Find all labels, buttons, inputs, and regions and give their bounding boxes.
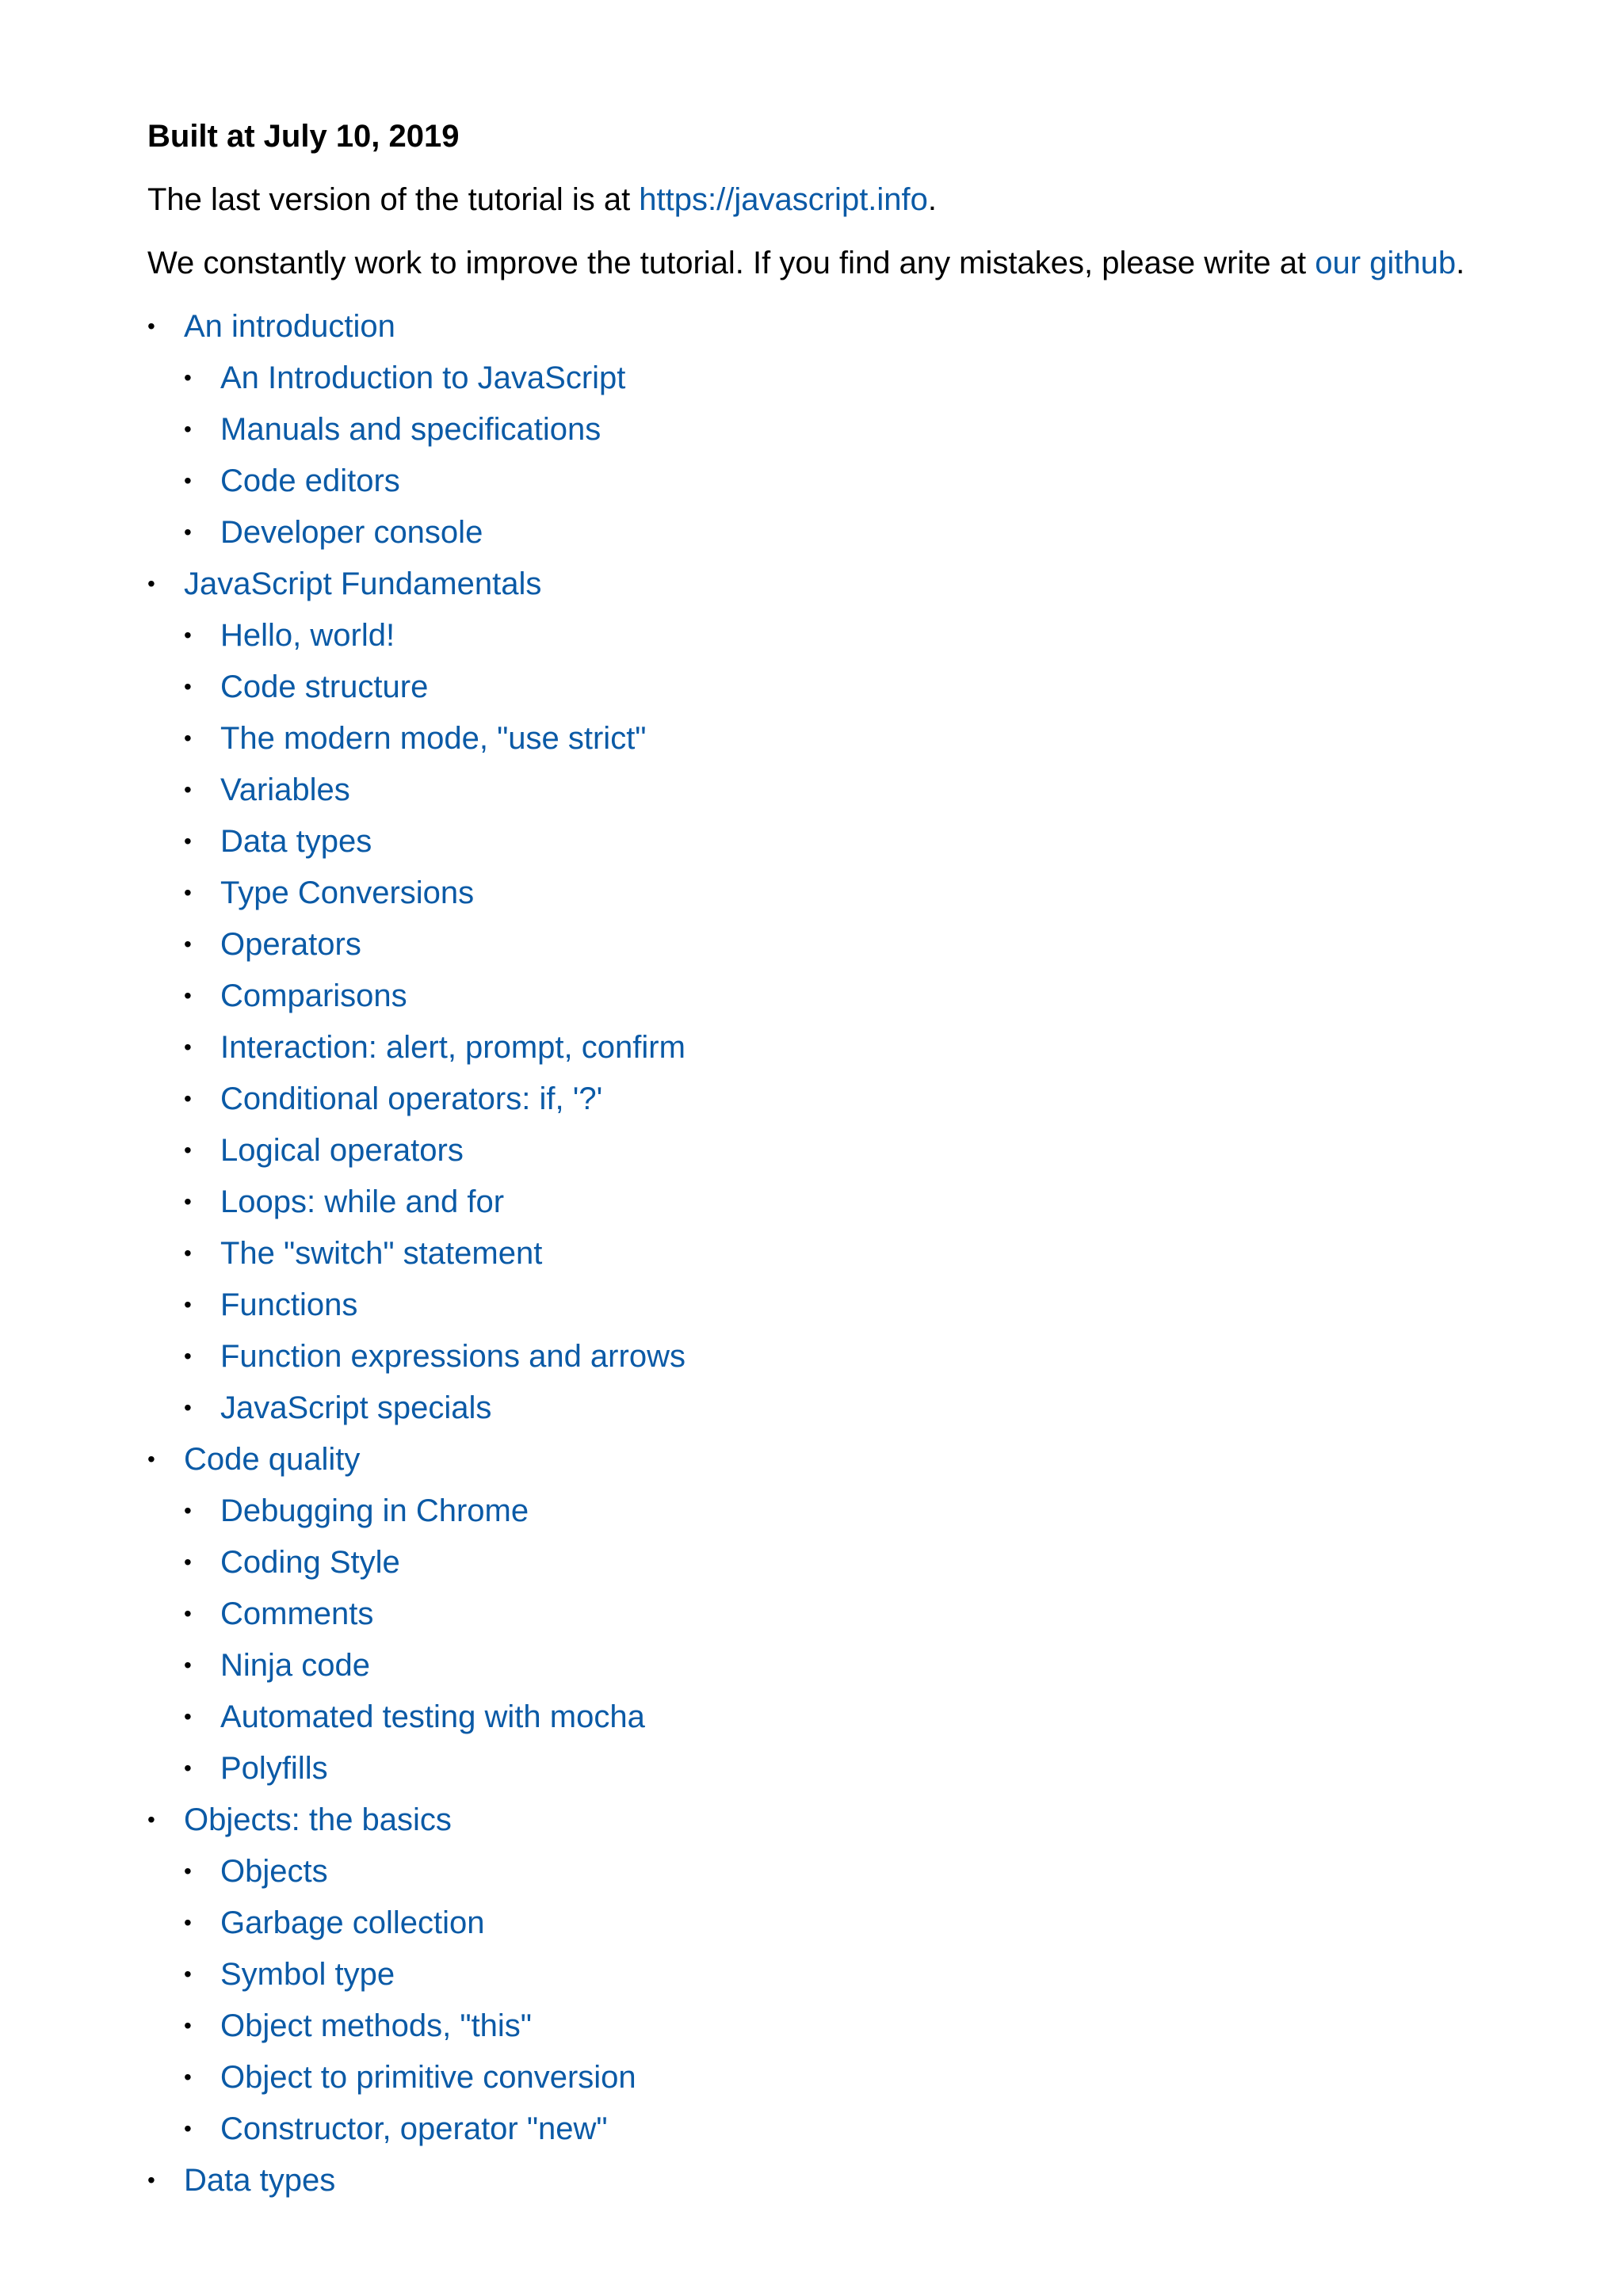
toc-subsection-link[interactable]: Loops: while and for	[220, 1184, 505, 1219]
bullet-icon: •	[184, 1962, 192, 1986]
bullet-icon: •	[184, 365, 192, 390]
improve-paragraph	[147, 244, 1476, 282]
toc-subsection-link[interactable]: Comparisons	[220, 978, 407, 1013]
toc-subsection	[184, 1492, 1476, 1530]
toc-section	[147, 2161, 1476, 2199]
bullet-icon: •	[184, 932, 192, 956]
toc-subsection	[184, 462, 1476, 500]
bullet-icon: •	[184, 1653, 192, 1677]
bullet-icon: •	[184, 2116, 192, 2141]
toc-subsection	[184, 1028, 1476, 1066]
toc-section	[147, 1801, 1476, 2148]
javascript-info-link[interactable]: https://javascript.info	[639, 182, 928, 217]
toc-subsection-link[interactable]: Code editors	[220, 463, 400, 498]
version-suffix-text: .	[927, 182, 938, 217]
bullet-icon: •	[184, 983, 192, 1008]
toc-subsection	[184, 822, 1476, 860]
toc-section	[147, 565, 1476, 1427]
bullet-icon: •	[184, 1086, 192, 1111]
toc-subsection	[184, 874, 1476, 912]
toc-subsection-link[interactable]: Symbol type	[220, 1957, 395, 1992]
toc-subsection	[184, 925, 1476, 963]
bullet-icon: •	[147, 1807, 155, 1832]
bullet-icon: •	[147, 2168, 155, 2192]
toc-subsection	[184, 513, 1476, 551]
toc-subsection-link[interactable]: Developer console	[220, 515, 483, 550]
toc-subsection	[184, 771, 1476, 809]
improve-prefix-text: We constantly work to improve the tutorial. If you find any mistakes, please write at	[147, 246, 1316, 280]
toc-subsection-link[interactable]: Function expressions and arrows	[220, 1339, 685, 1374]
toc-subsection	[184, 1183, 1476, 1221]
toc-subsection-link[interactable]: Constructor, operator "new"	[220, 2111, 608, 2146]
bullet-icon: •	[184, 777, 192, 802]
toc-subsection-link[interactable]: JavaScript specials	[220, 1390, 492, 1425]
bullet-icon: •	[184, 1035, 192, 1059]
bullet-icon: •	[184, 623, 192, 647]
toc-subsection	[184, 668, 1476, 706]
bullet-icon: •	[184, 1756, 192, 1780]
toc-subsection-link[interactable]: Debugging in Chrome	[220, 1493, 529, 1528]
toc-subsection	[184, 616, 1476, 654]
bullet-icon: •	[184, 1859, 192, 1883]
bullet-icon: •	[184, 1138, 192, 1162]
toc-subsection-link[interactable]: Comments	[220, 1596, 374, 1631]
toc-subsection	[184, 977, 1476, 1015]
toc-subsection-link[interactable]: Object methods, "this"	[220, 2008, 533, 2043]
toc-subsection-list	[184, 359, 1476, 551]
toc-subsection-link[interactable]: Functions	[220, 1287, 358, 1322]
bullet-icon: •	[184, 1910, 192, 1935]
toc-section	[147, 1440, 1476, 1787]
bullet-icon: •	[184, 1395, 192, 1420]
github-link[interactable]: our github	[1315, 246, 1457, 280]
toc-subsection	[184, 359, 1476, 397]
build-date-heading: Built at July 10, 2019	[147, 119, 460, 154]
toc-section-link[interactable]: Data types	[184, 2163, 336, 2198]
version-prefix-text: The last version of the tutorial is at	[147, 182, 640, 217]
bullet-icon: •	[184, 1189, 192, 1214]
bullet-icon: •	[147, 314, 155, 338]
toc-subsection-link[interactable]: Code structure	[220, 669, 429, 704]
toc-section-link[interactable]: Code quality	[184, 1442, 361, 1477]
toc-subsection	[184, 1852, 1476, 1890]
toc-subsection	[184, 2007, 1476, 2045]
toc-subsection-list	[184, 1492, 1476, 1787]
bullet-icon: •	[184, 417, 192, 441]
toc-subsection-link[interactable]: Objects	[220, 1854, 328, 1889]
toc-subsection-link[interactable]: Manuals and specifications	[220, 412, 601, 447]
bullet-icon: •	[184, 1601, 192, 1626]
toc-subsection	[184, 1131, 1476, 1169]
bullet-icon: •	[184, 726, 192, 750]
toc-subsection	[184, 1234, 1476, 1272]
toc-subsection-link[interactable]: The modern mode, "use strict"	[220, 721, 647, 756]
toc-subsection-link[interactable]: Polyfills	[220, 1751, 328, 1786]
toc-subsection	[184, 1080, 1476, 1118]
bullet-icon: •	[184, 1498, 192, 1523]
toc-subsection	[184, 410, 1476, 448]
bullet-icon: •	[184, 1704, 192, 1729]
bullet-icon: •	[184, 1292, 192, 1317]
bullet-icon: •	[147, 571, 155, 596]
toc-subsection	[184, 1337, 1476, 1375]
toc-subsection	[184, 1286, 1476, 1324]
toc-subsection-link[interactable]: Ninja code	[220, 1648, 371, 1683]
toc-subsection	[184, 1955, 1476, 1993]
bullet-icon: •	[184, 2065, 192, 2089]
improve-suffix-text: .	[1456, 246, 1465, 280]
toc-subsection-link[interactable]: Type Conversions	[220, 875, 475, 910]
toc-subsection-list	[184, 1852, 1476, 2148]
toc-subsection	[184, 1389, 1476, 1427]
bullet-icon: •	[147, 1447, 155, 1471]
toc-subsection-link[interactable]: Logical operators	[220, 1133, 464, 1168]
bullet-icon: •	[184, 520, 192, 544]
toc-subsection-link[interactable]: Coding Style	[220, 1545, 400, 1580]
table-of-contents	[147, 307, 1476, 2199]
toc-subsection-link[interactable]: Garbage collection	[220, 1905, 485, 1940]
toc-subsection	[184, 1595, 1476, 1633]
toc-subsection-link[interactable]: Data types	[220, 824, 372, 859]
bullet-icon: •	[184, 2013, 192, 2038]
toc-subsection-link[interactable]: Hello, world!	[220, 618, 395, 653]
toc-subsection	[184, 1646, 1476, 1684]
bullet-icon: •	[184, 1344, 192, 1368]
toc-subsection-link[interactable]: Object to primitive conversion	[220, 2060, 636, 2095]
bullet-icon: •	[184, 1550, 192, 1574]
toc-subsection	[184, 1904, 1476, 1942]
toc-subsection-link[interactable]: Interaction: alert, prompt, confirm	[220, 1030, 685, 1065]
toc-subsection-link[interactable]: Operators	[220, 927, 361, 962]
bullet-icon: •	[184, 829, 192, 853]
toc-subsection-link[interactable]: Automated testing with mocha	[220, 1699, 645, 1734]
bullet-icon: •	[184, 674, 192, 699]
toc-section-link[interactable]: An introduction	[184, 309, 395, 344]
bullet-icon: •	[184, 880, 192, 905]
toc-subsection-link[interactable]: Variables	[220, 772, 350, 807]
toc-subsection-link[interactable]: The "switch" statement	[220, 1236, 543, 1271]
toc-subsection	[184, 2058, 1476, 2096]
toc-subsection-list	[184, 616, 1476, 1427]
toc-subsection	[184, 1543, 1476, 1581]
toc-subsection	[184, 2110, 1476, 2148]
toc-subsection	[184, 1698, 1476, 1736]
bullet-icon: •	[184, 1241, 192, 1265]
toc-subsection-link[interactable]: Conditional operators: if, '?'	[220, 1081, 603, 1116]
toc-subsection	[184, 719, 1476, 757]
toc-section-link[interactable]: Objects: the basics	[184, 1802, 452, 1837]
toc-subsection	[184, 1749, 1476, 1787]
toc-section	[147, 307, 1476, 551]
version-paragraph	[147, 181, 1476, 219]
bullet-icon: •	[184, 468, 192, 493]
toc-section-link[interactable]: JavaScript Fundamentals	[184, 566, 542, 601]
toc-subsection-link[interactable]: An Introduction to JavaScript	[220, 360, 626, 395]
